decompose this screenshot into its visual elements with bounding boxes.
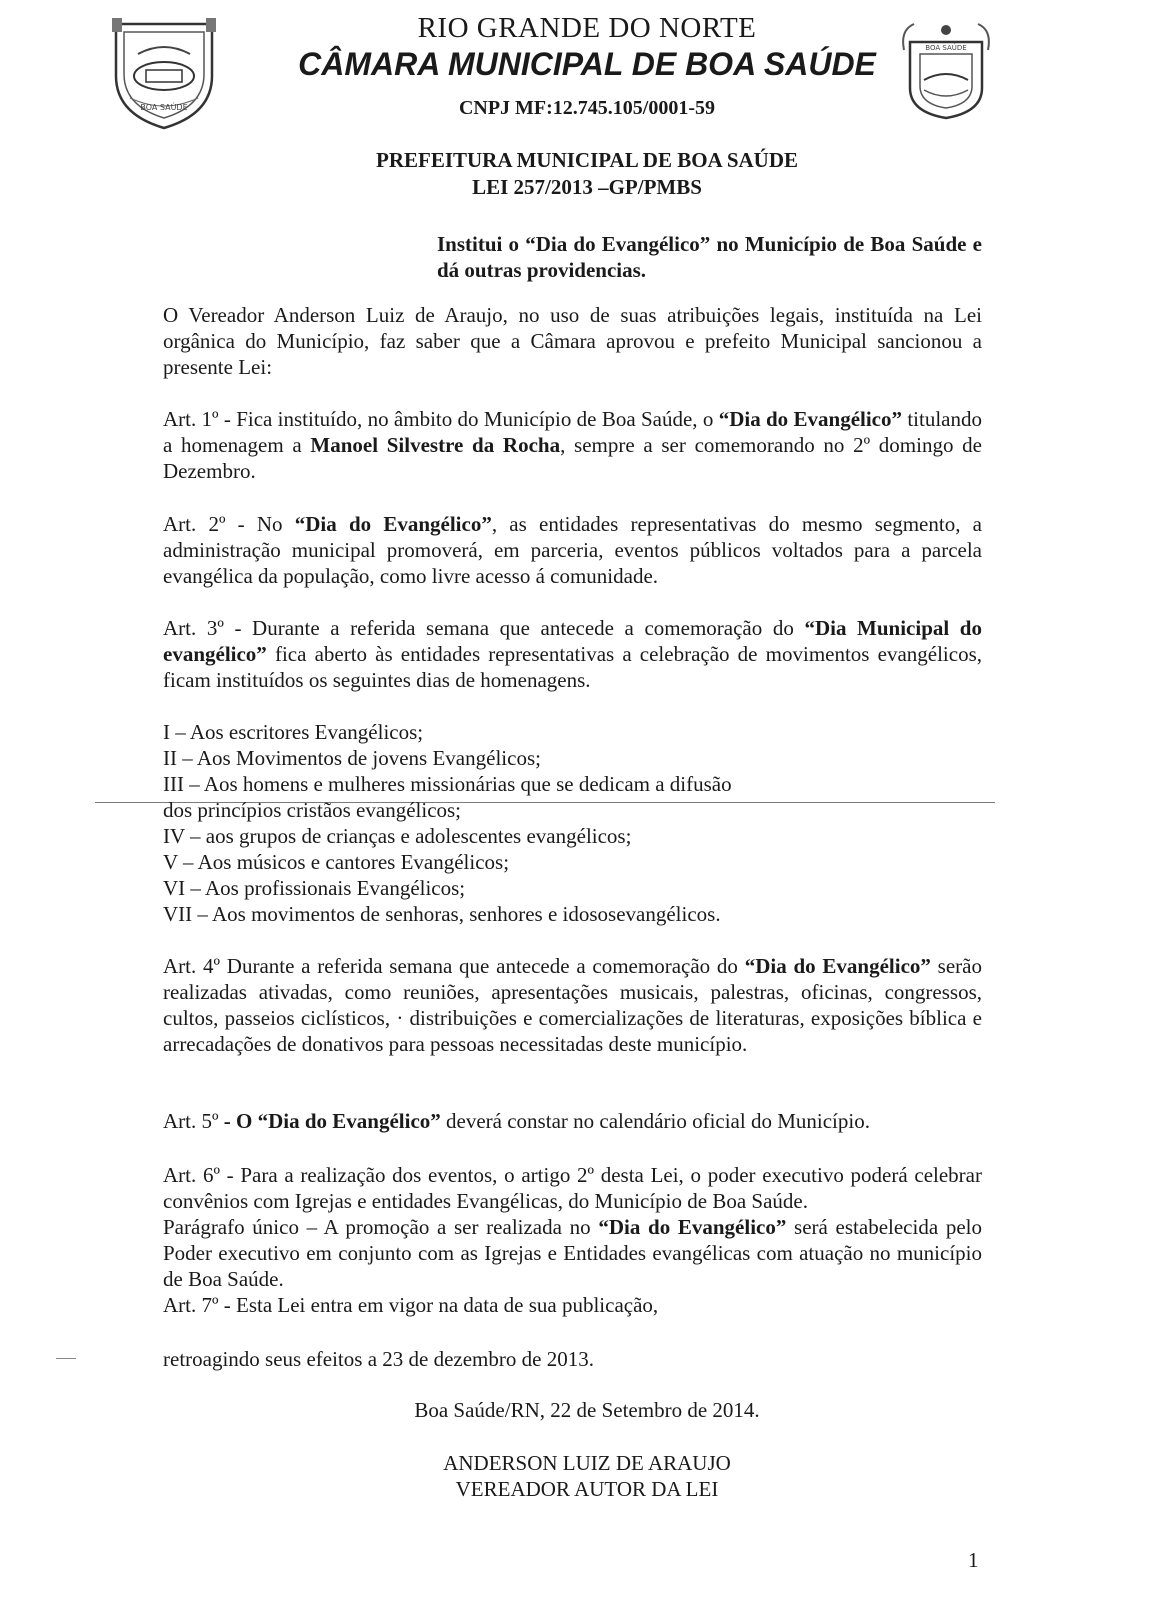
article-4-day-name: “Dia do Evangélico” [744,954,931,978]
article-2-text-a: Art. 2º - No [163,512,295,536]
article-7-continued: retroagindo seus efeitos a 23 de dezembro de 2013. [163,1347,594,1371]
law-summary: Institui o “Dia do Evangélico” no Município de Boa Saúde e dá outras providencias. [437,232,982,282]
place-and-date: Boa Saúde/RN, 22 de Setembro de 2014. [414,1398,760,1422]
sole-paragraph-text-a: Parágrafo único – A promoção a ser realizada no [163,1215,599,1239]
article-4-text-c: serão realizadas ativadas, como reuniões, apresentações musicais, palestras, oficinas, congressos, cultos, passeios ciclísticos, · distribuições e comercializações de literaturas, exposições bíblica e arrecadações de donativos para pessoas necessitadas deste município. [163,954,982,1056]
sole-paragraph-text-c: será estabelecida pelo Poder executivo em conjunto com as Igrejas e Entidades evangélicas com atuação no município de Boa Saúde. [163,1215,982,1291]
article-5-text-c: deverá constar no calendário oficial do Município. [440,1109,870,1133]
signatory-role: VEREADOR AUTOR DA LEI [455,1477,719,1501]
right-seal-text: BOA SAÚDE [925,44,967,52]
prefeitura-title: PREFEITURA MUNICIPAL DE BOA SAÚDE [376,148,798,172]
article-6: Art. 6º - Para a realização dos eventos, o artigo 2º desta Lei, o poder executivo poderá celebrar convênios com Igrejas e entidades Evangélicas, do Município de Boa Saúde. [163,1163,982,1213]
homage-item-5: V – Aos músicos e cantores Evangélicos; [163,850,510,874]
preamble-paragraph: O Vereador Anderson Luiz de Araujo, no uso de suas atribuições legais, instituída na Lei orgânica do Município, faz saber que a Câmara aprovou e prefeito Municipal sancionou a presente Lei: [163,303,982,379]
article-1-honoree: Manoel Silvestre da Rocha [310,433,561,457]
homage-item-2: II – Aos Movimentos de jovens Evangélicos; [163,746,541,770]
article-4-text-a: Art. 4º Durante a referida semana que antecede a comemoração do [163,954,745,978]
article-1-text-c: titulando a homenagem a [163,407,982,457]
homage-item-3-continued: dos princípios cristãos evangélicos; [163,798,462,822]
article-1 [163,406,982,484]
article-3 [163,615,982,693]
article-4 [163,953,982,1057]
left-seal-text: BOA SAÚDE [140,103,188,112]
article-7: Art. 7º - Esta Lei entra em vigor na data de sua publicação, [163,1293,659,1317]
state-heading: RIO GRANDE DO NORTE [417,12,757,44]
article-2-day-name: “Dia do Evangélico” [294,512,492,536]
law-number-title: LEI 257/2013 –GP/PMBS [472,175,702,199]
homage-item-4: IV – aos grupos de crianças e adolescentes evangélicos; [163,824,632,848]
article-5-day-name: - O “Dia do Evangélico” [223,1109,441,1133]
sole-paragraph-day-name: “Dia do Evangélico” [598,1215,787,1239]
article-3-text-c: fica aberto às entidades representativas a celebração de movimentos evangélicos, ficam instituídos os seguintes dias de homenagens. [163,642,982,692]
article-5 [163,1108,982,1134]
homage-item-1: I – Aos escritores Evangélicos; [163,720,424,744]
page-number: 1 [968,1548,979,1572]
homage-item-7: VII – Aos movimentos de senhoras, senhores e idososevangélicos. [163,902,721,926]
cnpj-line: CNPJ MF:12.745.105/0001-59 [458,97,716,119]
homage-item-3: III – Aos homens e mulheres missionárias que se dedicam a difusão [163,772,732,796]
homage-item-6: VI – Aos profissionais Evangélicos; [163,876,466,900]
signatory-name: ANDERSON LUIZ DE ARAUJO [443,1451,731,1475]
article-1-text-e: , sempre a ser comemorando no 2º domingo de Dezembro. [163,433,982,483]
chamber-heading: CÂMARA MUNICIPAL DE BOA SAÚDE [298,46,876,82]
article-1-day-name: “Dia do Evangélico” [718,407,902,431]
article-3-text-a: Art. 3º - Durante a referida semana que antecede a comemoração do [163,616,805,640]
article-1-text-a: Art. 1º - Fica instituído, no âmbito do Município de Boa Saúde, o [163,407,719,431]
article-5-text-a: Art. 5º [163,1109,224,1133]
article-2 [163,511,982,589]
article-2-text-c: , as entidades representativas do mesmo segmento, a administração municipal promoverá, em parceria, eventos públicos voltados para a parcela evangélica da população, como livre acesso á comunidade. [163,512,982,588]
scan-mark [56,1358,76,1359]
sole-paragraph [163,1214,982,1292]
article-3-day-name: “Dia Municipal do evangélico” [163,616,982,666]
